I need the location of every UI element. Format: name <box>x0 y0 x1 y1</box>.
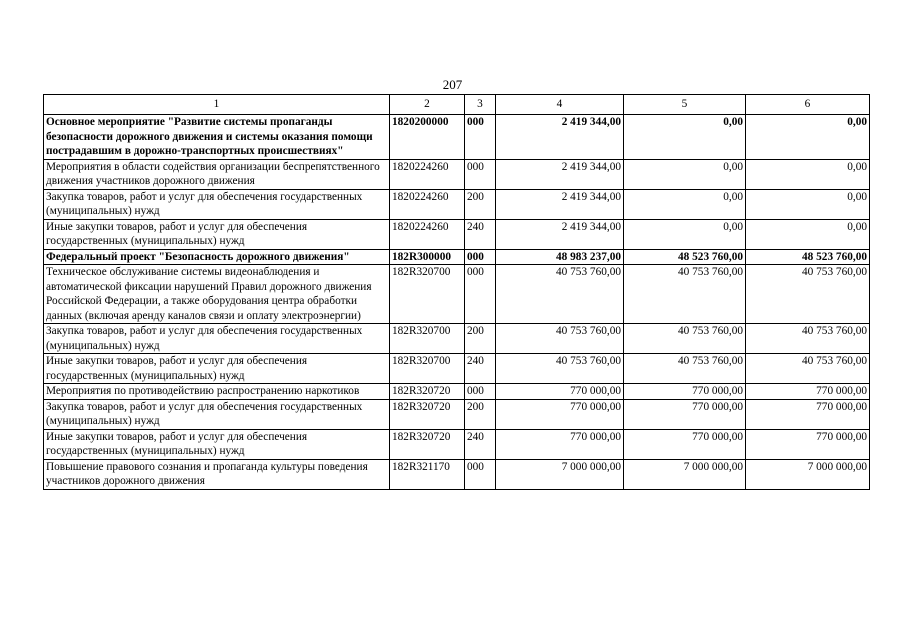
row-code-cell: 1820224260 <box>390 189 465 219</box>
row-value-col5: 770 000,00 <box>624 429 746 459</box>
table-row <box>44 249 870 265</box>
row-name-cell: Повышение правового сознания и пропаганда культуры поведения участников дорожного движения <box>44 459 390 489</box>
budget-table <box>43 94 870 490</box>
row-value-col5: 7 000 000,00 <box>624 459 746 489</box>
row-type-cell: 000 <box>465 159 496 189</box>
row-value-col5: 0,00 <box>624 219 746 249</box>
row-name-cell: Основное мероприятие "Развитие системы пропаганды безопасности дорожного движения и системы оказания помощи пострадавшим в дорожно-транспортных происшествиях" <box>44 115 390 160</box>
header-row <box>44 95 870 115</box>
row-value-col5: 48 523 760,00 <box>624 249 746 265</box>
row-type-cell: 240 <box>465 219 496 249</box>
row-value-col6: 0,00 <box>746 219 870 249</box>
row-code-cell: 1820224260 <box>390 159 465 189</box>
row-value-col4: 2 419 344,00 <box>496 159 624 189</box>
row-type-cell: 000 <box>465 265 496 324</box>
row-value-col4: 2 419 344,00 <box>496 219 624 249</box>
row-value-col6: 40 753 760,00 <box>746 324 870 354</box>
row-value-col5: 40 753 760,00 <box>624 354 746 384</box>
row-name-cell: Мероприятия по противодействию распространению наркотиков <box>44 384 390 400</box>
table-row <box>44 384 870 400</box>
row-value-col4: 770 000,00 <box>496 429 624 459</box>
row-value-col5: 0,00 <box>624 189 746 219</box>
row-type-cell: 200 <box>465 324 496 354</box>
row-name-cell: Иные закупки товаров, работ и услуг для обеспечения государственных (муниципальных) нужд <box>44 354 390 384</box>
table-row <box>44 189 870 219</box>
row-code-cell: 182R321170 <box>390 459 465 489</box>
row-value-col5: 40 753 760,00 <box>624 265 746 324</box>
column-header: 3 <box>465 95 496 115</box>
row-code-cell: 182R300000 <box>390 249 465 265</box>
row-value-col6: 0,00 <box>746 115 870 160</box>
row-value-col6: 7 000 000,00 <box>746 459 870 489</box>
row-code-cell: 182R320720 <box>390 399 465 429</box>
row-value-col6: 0,00 <box>746 159 870 189</box>
row-code-cell: 182R320700 <box>390 354 465 384</box>
table-row <box>44 399 870 429</box>
row-value-col4: 7 000 000,00 <box>496 459 624 489</box>
table-row <box>44 219 870 249</box>
row-value-col5: 770 000,00 <box>624 384 746 400</box>
row-value-col6: 48 523 760,00 <box>746 249 870 265</box>
row-type-cell: 200 <box>465 189 496 219</box>
table-row <box>44 429 870 459</box>
row-value-col6: 0,00 <box>746 189 870 219</box>
table-row <box>44 265 870 324</box>
column-header: 4 <box>496 95 624 115</box>
row-value-col5: 0,00 <box>624 115 746 160</box>
column-header: 2 <box>390 95 465 115</box>
row-value-col5: 0,00 <box>624 159 746 189</box>
row-code-cell: 1820224260 <box>390 219 465 249</box>
row-code-cell: 182R320720 <box>390 429 465 459</box>
page-number: 207 <box>442 77 463 92</box>
row-type-cell: 000 <box>465 249 496 265</box>
row-value-col5: 40 753 760,00 <box>624 324 746 354</box>
table-row <box>44 159 870 189</box>
column-header: 6 <box>746 95 870 115</box>
row-value-col4: 770 000,00 <box>496 384 624 400</box>
row-value-col4: 40 753 760,00 <box>496 324 624 354</box>
row-code-cell: 182R320700 <box>390 324 465 354</box>
row-value-col4: 48 983 237,00 <box>496 249 624 265</box>
row-name-cell: Закупка товаров, работ и услуг для обеспечения государственных (муниципальных) нужд <box>44 189 390 219</box>
row-name-cell: Мероприятия в области содействия организации беспрепятственного движения участников дорожного движения <box>44 159 390 189</box>
table-row <box>44 354 870 384</box>
row-type-cell: 240 <box>465 429 496 459</box>
table-body <box>44 95 870 490</box>
row-code-cell: 182R320720 <box>390 384 465 400</box>
table-row <box>44 115 870 160</box>
row-type-cell: 000 <box>465 459 496 489</box>
row-value-col5: 770 000,00 <box>624 399 746 429</box>
row-type-cell: 000 <box>465 115 496 160</box>
row-name-cell: Иные закупки товаров, работ и услуг для обеспечения государственных (муниципальных) нужд <box>44 429 390 459</box>
row-type-cell: 240 <box>465 354 496 384</box>
table-row <box>44 459 870 489</box>
row-type-cell: 200 <box>465 399 496 429</box>
row-value-col6: 770 000,00 <box>746 384 870 400</box>
row-type-cell: 000 <box>465 384 496 400</box>
row-value-col6: 40 753 760,00 <box>746 265 870 324</box>
row-name-cell: Техническое обслуживание системы видеонаблюдения и автоматической фиксации нарушений Правил дорожного движения Российской Федерации, а также оборудования центра обработки данных (включая аренду каналов связи и оплату электроэнергии) <box>44 265 390 324</box>
row-code-cell: 1820200000 <box>390 115 465 160</box>
row-value-col6: 770 000,00 <box>746 429 870 459</box>
column-header: 1 <box>44 95 390 115</box>
table-row <box>44 324 870 354</box>
row-value-col4: 40 753 760,00 <box>496 354 624 384</box>
row-name-cell: Иные закупки товаров, работ и услуг для обеспечения государственных (муниципальных) нужд <box>44 219 390 249</box>
row-value-col6: 770 000,00 <box>746 399 870 429</box>
row-value-col4: 2 419 344,00 <box>496 115 624 160</box>
row-name-cell: Закупка товаров, работ и услуг для обеспечения государственных (муниципальных) нужд <box>44 399 390 429</box>
column-header: 5 <box>624 95 746 115</box>
row-value-col6: 40 753 760,00 <box>746 354 870 384</box>
row-name-cell: Федеральный проект "Безопасность дорожного движения" <box>44 249 390 265</box>
row-name-cell: Закупка товаров, работ и услуг для обеспечения государственных (муниципальных) нужд <box>44 324 390 354</box>
row-code-cell: 182R320700 <box>390 265 465 324</box>
row-value-col4: 40 753 760,00 <box>496 265 624 324</box>
row-value-col4: 770 000,00 <box>496 399 624 429</box>
row-value-col4: 2 419 344,00 <box>496 189 624 219</box>
